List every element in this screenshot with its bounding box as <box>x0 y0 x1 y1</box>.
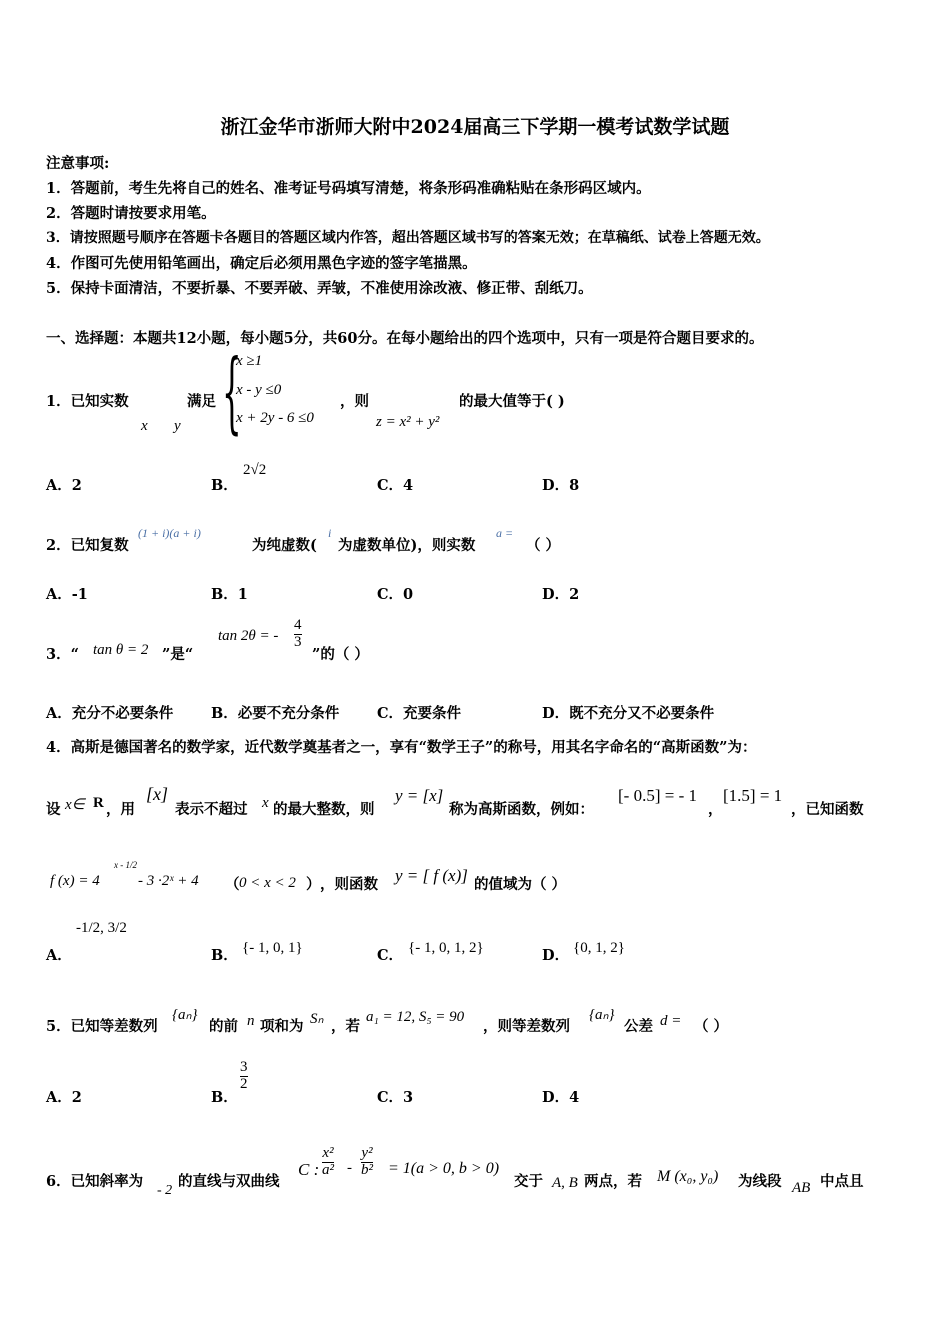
q1-text: ，则 <box>340 393 369 410</box>
q4-expr: x∈ <box>65 797 85 813</box>
q6-y2: y² <box>361 1145 373 1161</box>
q4-expr: [1.5] = 1 <box>723 786 783 805</box>
q5-option-a[interactable]: A．2 <box>46 1089 82 1106</box>
q5-var-d: d = <box>660 1013 682 1029</box>
q6-text: 6．已知斜率为 <box>46 1173 144 1190</box>
q6-a2: a² <box>322 1161 334 1178</box>
q4-expr: [- 0.5] = - 1 <box>618 786 697 805</box>
q2-option-c[interactable]: C．0 <box>377 586 414 603</box>
q3-text: ”是“ <box>162 646 194 663</box>
q6-minus: - <box>347 1160 352 1176</box>
notice-item: 5．保持卡面清洁，不要折暴、不要弄破、弄皱，不准使用涂改液、修正带、刮纸刀。 <box>46 280 593 297</box>
q3-option-d[interactable]: D．既不充分又不必要条件 <box>542 705 715 722</box>
section-heading: 一、选择题：本题共12小题，每小题5分，共60分。在每小题给出的四个选项中，只有一项是符合题目要求的。 <box>46 330 764 347</box>
q5-option-d[interactable]: D．4 <box>542 1089 580 1106</box>
q3-option-a[interactable]: A．充分不必要条件 <box>46 705 174 722</box>
q5-sum: Sₙ <box>310 1011 324 1027</box>
q4-expr: y = [ f (x)] <box>395 866 468 885</box>
q3-fraction <box>294 618 302 651</box>
q5-option-c[interactable]: C．3 <box>377 1089 414 1106</box>
q4-option-a-value: -1/2, 3/2 <box>76 920 127 936</box>
q1-constraint: x ≥1 <box>236 353 263 369</box>
q4-text: ，用 <box>106 801 135 818</box>
q4-text: 的值域为（ ） <box>474 876 567 893</box>
q2-var-a: a = <box>496 526 514 540</box>
notice-item: 3．请按照题号顺序在答题卡各题目的答题区域内作答，超出答题区域书写的答案无效；在草稿纸、试卷上答题无效。 <box>46 230 770 246</box>
q5-var-n: n <box>247 1013 255 1029</box>
q5-condition: a₁ = 12, S₅ = 90 <box>366 1009 465 1025</box>
q1-option-c[interactable]: C．4 <box>377 477 414 494</box>
q4-option-c-value: {- 1, 0, 1, 2} <box>408 940 484 956</box>
q5-text: （ ） <box>694 1018 729 1035</box>
q4-expr: y = [x] <box>395 786 444 805</box>
q5-text: 公差 <box>624 1018 653 1035</box>
q4-paren: （ <box>225 876 240 893</box>
q5-text: 5．已知等差数列 <box>46 1018 158 1035</box>
q2-text: （ ） <box>526 537 561 554</box>
q5-text: ，若 <box>331 1018 360 1035</box>
q6-fraction-x <box>322 1146 334 1179</box>
q1-objective: z = x² + y² <box>376 414 440 430</box>
q4-option-a[interactable]: A． <box>46 947 72 964</box>
q3-option-b[interactable]: B．必要不充分条件 <box>211 705 340 722</box>
q4-text: ，则函数 <box>320 876 378 893</box>
q6-text: 两点，若 <box>584 1173 642 1190</box>
q1-var-y: y <box>174 418 181 434</box>
q5-option-b[interactable]: B． <box>211 1089 238 1106</box>
q6-equation: = 1(a > 0, b > 0) <box>388 1160 500 1177</box>
q2-expression: (1 + i)(a + i) <box>138 526 201 540</box>
notice-item: 4．作图可先使用铅笔画出，确定后必须用黑色字迹的签字笔描黑。 <box>46 255 477 272</box>
q5-text: 的前 <box>209 1018 238 1035</box>
q1-option-b[interactable]: B． <box>211 477 238 494</box>
q6-curve-name: C : <box>298 1160 320 1179</box>
q1-brace: { <box>222 340 242 443</box>
q4-expr: [x] <box>146 784 168 804</box>
q1-option-d[interactable]: D．8 <box>542 477 580 494</box>
q1-option-b-value: 2√2 <box>243 462 267 478</box>
q4-real-set: R <box>93 795 104 811</box>
q4-option-b-value: {- 1, 0, 1} <box>242 940 303 956</box>
q6-points: A, B <box>552 1175 578 1191</box>
q3-option-c[interactable]: C．充要条件 <box>377 705 462 722</box>
q3-condition-2: tan 2θ = - <box>218 628 279 644</box>
notice-item: 1．答题前，考生先将自己的姓名、准考证号码填写清楚，将条形码准确粘贴在条形码区域内。 <box>46 180 651 197</box>
q2-option-d[interactable]: D．2 <box>542 586 580 603</box>
q1-text: 1．已知实数 <box>46 393 129 410</box>
q6-fraction-y <box>361 1146 373 1179</box>
q6-text: 交于 <box>514 1173 543 1190</box>
q4-text: 表示不超过 <box>175 801 248 818</box>
q5-option-b-num: 3 <box>240 1059 248 1075</box>
q4-paren: ） <box>306 876 321 893</box>
q3-text: ”的（ ） <box>312 646 369 663</box>
q6-text: 的直线与双曲线 <box>178 1173 280 1190</box>
q5-text: ，则等差数列 <box>483 1018 570 1035</box>
q4-text: ，已知函数 <box>791 801 864 818</box>
q4-exponent: x - 1/2 <box>114 860 137 870</box>
notice-item: 2．答题时请按要求用笔。 <box>46 205 216 222</box>
q1-var-x: x <box>141 418 148 434</box>
q2-var-i: i <box>328 526 332 540</box>
q5-sequence: {aₙ} <box>172 1007 198 1023</box>
q6-segment: AB <box>792 1180 811 1196</box>
q1-option-a[interactable]: A．2 <box>46 477 82 494</box>
q5-sequence: {aₙ} <box>589 1007 615 1023</box>
notice-heading: 注意事项: <box>46 155 110 172</box>
q1-constraint: x - y ≤0 <box>236 382 282 398</box>
q3-condition-1: tan θ = 2 <box>93 642 149 658</box>
q4-text: ， <box>708 801 723 818</box>
q4-option-c[interactable]: C． <box>377 947 404 964</box>
q1-text: 满足 <box>187 393 216 410</box>
q3-fraction-den: 3 <box>294 633 302 650</box>
q4-text: 的最大整数，则 <box>273 801 375 818</box>
q6-b2: b² <box>361 1161 373 1178</box>
q5-option-b-den: 2 <box>240 1075 248 1092</box>
q1-constraint: x + 2y - 6 ≤0 <box>236 410 314 426</box>
q4-option-d[interactable]: D． <box>542 947 570 964</box>
q4-expr: x <box>262 795 269 811</box>
q2-option-a[interactable]: A．-1 <box>46 586 88 603</box>
page-title: 浙江金华市浙师大附中2024届高三下学期一模考试数学试题 <box>220 116 730 138</box>
q4-text: 4．高斯是德国著名的数学家，近代数学奠基者之一，享有“数学王子”的称号，用其名字命名的“高斯函数”为： <box>46 739 757 756</box>
q6-text: 为线段 <box>738 1173 782 1190</box>
q3-fraction-num: 4 <box>294 617 302 633</box>
q2-text: 2．已知复数 <box>46 537 129 554</box>
q2-text: 为纯虚数( <box>252 537 317 554</box>
q4-function: - 3 ·2ˣ + 4 <box>138 873 199 889</box>
q1-text: 的最大值等于( ) <box>459 393 565 410</box>
q3-text: 3．“ <box>46 646 79 663</box>
q6-text: 中点且 <box>820 1173 864 1190</box>
q4-text: 称为高斯函数，例如： <box>449 801 594 818</box>
q6-slope: - 2 <box>157 1183 173 1198</box>
q2-option-b[interactable]: B．1 <box>211 586 248 603</box>
q4-function: f (x) = 4 <box>50 873 100 889</box>
q4-option-b[interactable]: B． <box>211 947 238 964</box>
q4-option-d-value: {0, 1, 2} <box>573 940 625 956</box>
q6-midpoint: M (x₀, y₀) <box>657 1168 719 1185</box>
q2-text: 为虚数单位)，则实数 <box>338 537 476 554</box>
q4-domain: 0 < x < 2 <box>239 875 296 891</box>
q5-text: 项和为 <box>260 1018 304 1035</box>
q6-x2: x² <box>322 1145 334 1161</box>
q4-text: 设 <box>46 801 61 818</box>
q5-option-b-fraction <box>240 1060 248 1093</box>
